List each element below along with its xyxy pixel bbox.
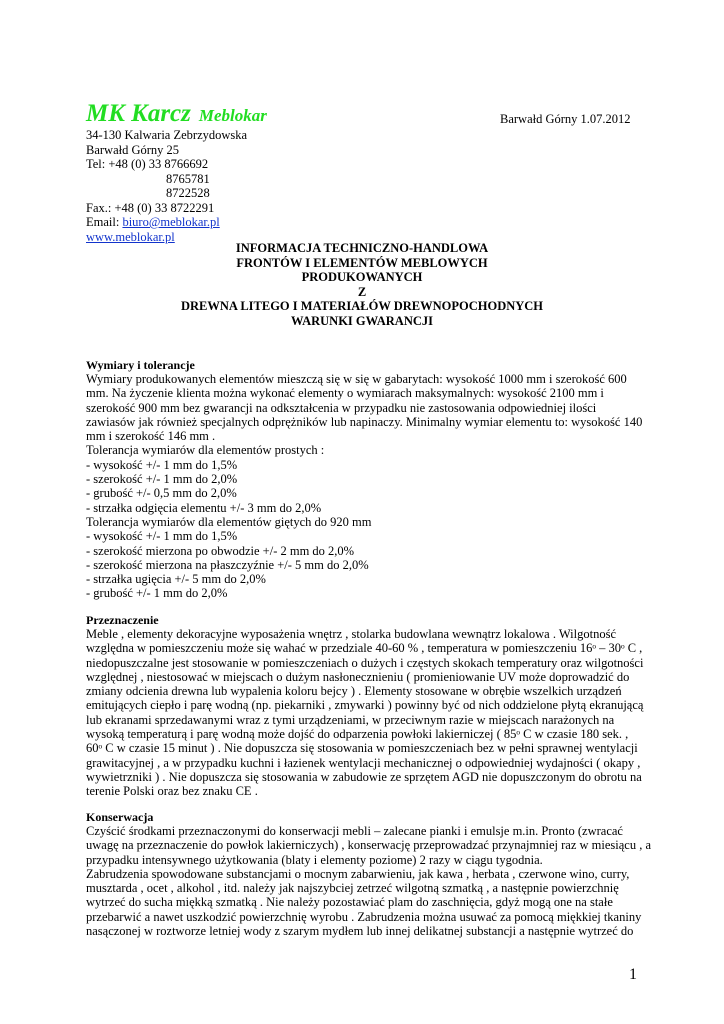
text-line: szerokość 900 mm bez gwarancji na odkształcenia w przypadku nie zastosowania odpowiedniej ilości xyxy=(86,400,597,415)
text-line: Tolerancja wymiarów dla elementów giętych do 920 mm xyxy=(86,514,372,529)
brand-main: MK Karcz xyxy=(86,100,191,127)
section-title-przeznaczenie: Przeznaczenie xyxy=(86,613,159,627)
text-line: uwagę na przeznaczenie do powłok lakierniczych) , konserwację przeprowadzać przynajmniej raz w miesiącu , a xyxy=(86,838,651,853)
text-line: - wysokość +/- 1 mm do 1,5% xyxy=(86,457,238,472)
document-heading xyxy=(86,241,638,328)
company-logo xyxy=(86,100,267,128)
text-line: - strzałka ugięcia +/- 5 mm do 2,0% xyxy=(86,572,266,587)
address-line: 34-130 Kalwaria Zebrzydowska xyxy=(86,128,248,142)
text-line: zmiany odcienia drewna lub wypalenia koloru bejcy ) . Elementy stosowane w obrębie wszelkich urządzeń xyxy=(86,684,622,699)
heading-line: Z xyxy=(357,284,367,299)
text-line: mm i szerokość 146 mm . xyxy=(86,429,216,444)
text-line: - grubość +/- 1 mm do 2,0% xyxy=(86,586,228,601)
fax-line: Fax.: +48 (0) 33 8722291 xyxy=(86,200,215,215)
text-line: niedopuszczalne jest stosowanie w pomieszczeniach o dużych i częstych skokach temperatury oraz wilgotności xyxy=(86,655,644,670)
text-line: Czyścić środkami przeznaczonymi do konserwacji mebli – zalecane pianki i emulsje m.in. Pronto (zwracać xyxy=(86,824,623,838)
text-line: nasączonej w roztworze letniej wody z szarym mydłem lub innej delikatnej substancji a następnie wytrzeć do xyxy=(86,924,634,939)
email-line xyxy=(86,215,247,230)
text-line: lub ekranami sprzedawanymi wraz z tymi urządzeniami, w przeciwnym razie w miejscach narażonych na xyxy=(86,712,615,727)
section-title-wymiary: Wymiary i tolerancje xyxy=(86,358,195,372)
text-line: zawiasów jak również specjalnych odprężników lub napinaczy. Minimalny wymiar elementu to: wysokość 140 xyxy=(86,414,643,429)
text-line: przebarwić a nawet uszkodzić powierzchnię wyrobu . Zabrudzenia można usuwać za pomocą miękkiej tkaniny xyxy=(86,909,642,924)
text-line: - strzałka odgięcia elementu +/- 3 mm do 2,0% xyxy=(86,500,322,515)
text-line: - wysokość +/- 1 mm do 1,5% xyxy=(86,529,238,544)
heading-line: INFORMACJA TECHNICZNO-HANDLOWA xyxy=(235,241,489,255)
website-link[interactable]: www.meblokar.pl xyxy=(86,229,175,244)
section-body-konserwacja xyxy=(86,824,651,939)
section-body-wymiary xyxy=(86,372,646,601)
text-line: wysoką temperaturą i parę wodną może dojść do odparzenia powłoki lakierniczej ( 85ᵒ C w czasie 180 sek. , xyxy=(86,727,629,742)
address-line: Barwałd Górny 25 xyxy=(86,142,180,157)
phone-line: Tel: +48 (0) 33 8766692 xyxy=(86,157,209,171)
text-line: - szerokość mierzona na płaszczyźnie +/- 5 mm do 2,0% xyxy=(86,557,369,572)
phone-line: 8722528 xyxy=(166,186,210,200)
text-line: - grubość +/- 0,5 mm do 2,0% xyxy=(86,486,237,501)
heading-line: DREWNA LITEGO I MATERIAŁÓW DREWNOPOCHODNYCH xyxy=(180,299,544,313)
text-line: emitujących ciepło i parę wodną (np. piekarniki , zmywarki ) powinny być od nich oddzielone płytą ekranującą xyxy=(86,698,644,713)
text-line: Tolerancja wymiarów dla elementów prostych : xyxy=(86,443,325,458)
text-line: Zabrudzenia spowodowane substancjami o mocnym zabarwieniu, jak kawa , herbata , czerwone wino, curry, xyxy=(86,866,630,881)
text-line: wytrzeć do sucha miękką szmatką . Nie należy pozostawiać plam do zaschnięcia, gdyż mogą one na stałe xyxy=(86,895,613,910)
heading-line: WARUNKI GWARANCJI xyxy=(290,313,434,328)
text-line: 60ᵒ C w czasie 15 minut ) . Nie dopuszcza się stosowania w pomieszczeniach bez w pełni sprawnej wentylacji xyxy=(86,741,638,756)
heading-line: PRODUKOWANYCH xyxy=(301,270,423,284)
text-line: - szerokość mierzona po obwodzie +/- 2 mm do 2,0% xyxy=(86,543,355,558)
text-line: względna w pomieszczeniu może się wahać w przedziale 40-60 % , temperatura w pomieszczeniu 16ᵒ – 30ᵒ C , xyxy=(86,641,643,656)
page-number: 1 xyxy=(629,966,637,983)
brand-sub: Meblokar xyxy=(198,106,267,125)
text-line: - szerokość +/- 1 mm do 2,0% xyxy=(86,472,238,487)
text-line: przypadku intensywnego użytkowania (blaty i elementy poziome) 2 razy w ciągu tygodnia. xyxy=(86,852,543,867)
email-link[interactable]: biuro@meblokar.pl xyxy=(122,215,220,229)
text-line: musztarda , ocet , alkohol , itd. należy jak najszybciej zetrzeć wilgotną szmatką , a następnie powierzchnię xyxy=(86,881,619,896)
address-block xyxy=(86,128,247,244)
section-body-przeznaczenie xyxy=(86,627,646,799)
text-line: mm. Na życzenie klienta można wykonać elementy o wymiarach maksymalnych: wysokość 2100 mm i xyxy=(86,386,604,401)
section-title-konserwacja: Konserwacja xyxy=(86,810,154,824)
text-line: grawitacyjnej , a w przypadku kuchni i łazienek wentylacji mechanicznej o odpowiedniej wydajności ( okapy , xyxy=(86,755,641,770)
text-line: Wymiary produkowanych elementów mieszczą się w się w gabarytach: wysokość 1000 mm i szerokość 600 xyxy=(86,372,627,386)
text-line: wywietrzniki ) . Nie dopuszcza się stosowania w zabudowie ze sprzętem AGD nie dopuszczonym do obrotu na xyxy=(86,769,642,784)
email-label: Email: xyxy=(86,215,123,229)
text-line: terenie Polski oraz bez znaku CE . xyxy=(86,784,258,799)
text-line: Meble , elementy dekoracyjne wyposażenia wnętrz , stolarka budowlana wewnątrz lokalowa . Wilgotność xyxy=(86,627,616,641)
heading-line: FRONTÓW I ELEMENTÓW MEBLOWYCH xyxy=(236,255,488,270)
text-line: względnej , niestosować w miejscach o dużym nasłonecznieniu ( promieniowanie UV może doprowadzić do xyxy=(86,669,630,684)
phone-line: 8765781 xyxy=(166,171,210,186)
place-date: Barwałd Górny 1.07.2012 xyxy=(500,112,631,126)
